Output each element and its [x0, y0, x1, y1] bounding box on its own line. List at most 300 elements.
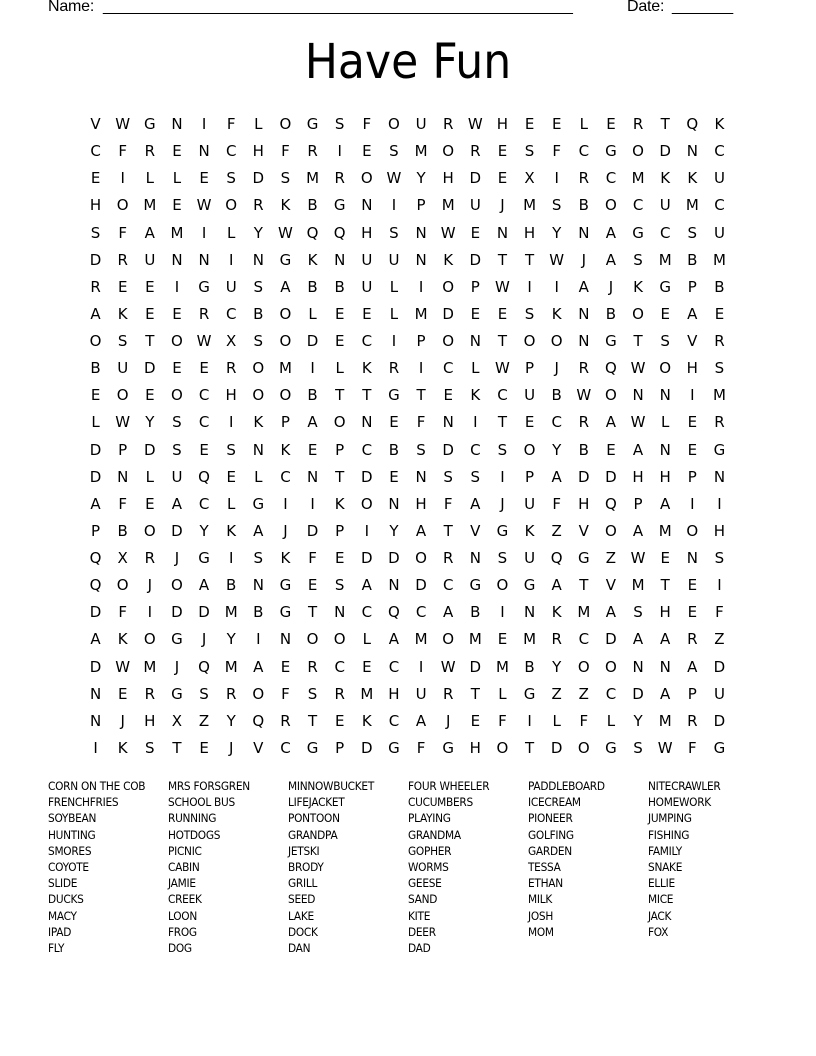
grid-letter[interactable]: J: [445, 711, 451, 730]
grid-letter[interactable]: I: [391, 332, 397, 350]
grid-letter[interactable]: A: [632, 521, 644, 540]
grid-letter[interactable]: P: [633, 494, 643, 513]
grid-letter[interactable]: Z: [578, 684, 589, 703]
grid-letter[interactable]: T: [362, 386, 372, 405]
grid-letter[interactable]: M: [414, 304, 428, 323]
grid-letter[interactable]: T: [307, 603, 318, 622]
grid-letter[interactable]: P: [118, 440, 128, 459]
grid-letter[interactable]: I: [228, 250, 234, 269]
grid-letter[interactable]: G: [605, 332, 617, 350]
grid-letter[interactable]: G: [523, 684, 536, 703]
grid-letter[interactable]: L: [606, 711, 616, 730]
grid-letter[interactable]: S: [389, 142, 399, 161]
grid-letter[interactable]: E: [90, 386, 101, 405]
grid-letter[interactable]: E: [443, 386, 453, 405]
grid-letter[interactable]: A: [660, 494, 671, 513]
grid-letter[interactable]: N: [469, 549, 481, 567]
grid-letter[interactable]: D: [89, 657, 102, 676]
grid-letter[interactable]: R: [578, 413, 590, 432]
grid-letter[interactable]: C: [361, 603, 373, 622]
grid-letter[interactable]: L: [552, 711, 561, 730]
grid-letter[interactable]: N: [279, 630, 292, 649]
grid-letter[interactable]: M: [441, 196, 455, 215]
grid-letter[interactable]: T: [579, 576, 589, 595]
grid-letter[interactable]: B: [307, 386, 318, 405]
grid-letter[interactable]: D: [632, 684, 644, 703]
grid-letter[interactable]: T: [335, 467, 345, 486]
grid-letter[interactable]: G: [279, 250, 292, 269]
grid-letter[interactable]: U: [361, 250, 373, 269]
grid-letter[interactable]: N: [334, 250, 346, 269]
grid-letter[interactable]: P: [335, 440, 345, 459]
grid-letter[interactable]: O: [605, 386, 617, 405]
grid-letter[interactable]: E: [145, 494, 155, 513]
grid-letter[interactable]: H: [361, 223, 373, 242]
grid-letter[interactable]: V: [90, 115, 101, 133]
grid-letter[interactable]: G: [442, 738, 454, 757]
grid-letter[interactable]: O: [279, 115, 292, 133]
grid-letter[interactable]: N: [117, 467, 129, 486]
grid-letter[interactable]: R: [90, 277, 101, 296]
grid-letter[interactable]: I: [201, 115, 207, 133]
grid-letter[interactable]: M: [523, 630, 537, 649]
grid-letter[interactable]: P: [335, 521, 345, 540]
grid-letter[interactable]: F: [118, 142, 127, 161]
grid-letter[interactable]: Q: [89, 576, 102, 595]
grid-letter[interactable]: B: [388, 440, 400, 459]
grid-letter[interactable]: I: [93, 738, 98, 757]
grid-letter[interactable]: F: [308, 549, 317, 567]
grid-letter[interactable]: V: [470, 521, 481, 540]
grid-letter[interactable]: N: [89, 684, 102, 703]
grid-letter[interactable]: A: [253, 521, 264, 540]
grid-letter[interactable]: N: [252, 440, 264, 459]
grid-letter[interactable]: Y: [253, 223, 263, 242]
grid-letter[interactable]: I: [527, 711, 532, 730]
grid-letter[interactable]: E: [362, 657, 372, 676]
grid-letter[interactable]: P: [416, 332, 426, 350]
grid-letter[interactable]: T: [443, 521, 453, 540]
grid-letter[interactable]: K: [443, 250, 454, 269]
grid-letter[interactable]: R: [144, 549, 156, 567]
grid-letter[interactable]: Y: [389, 521, 399, 540]
grid-letter[interactable]: A: [605, 603, 617, 622]
grid-letter[interactable]: I: [418, 359, 424, 378]
grid-letter[interactable]: U: [713, 169, 725, 188]
grid-letter[interactable]: K: [361, 711, 372, 730]
grid-letter[interactable]: E: [172, 196, 182, 215]
grid-letter[interactable]: O: [333, 630, 346, 649]
grid-letter[interactable]: M: [468, 630, 482, 649]
grid-letter[interactable]: M: [712, 386, 726, 405]
grid-letter[interactable]: M: [577, 603, 591, 622]
grid-letter[interactable]: D: [415, 576, 427, 595]
grid-letter[interactable]: T: [416, 386, 426, 405]
grid-letter[interactable]: O: [550, 332, 563, 350]
grid-letter[interactable]: E: [199, 359, 209, 378]
grid-letter[interactable]: U: [144, 250, 156, 269]
grid-letter[interactable]: T: [145, 332, 155, 350]
grid-letter[interactable]: G: [306, 115, 319, 133]
grid-letter[interactable]: T: [497, 332, 508, 350]
grid-letter[interactable]: O: [360, 494, 373, 513]
grid-letter[interactable]: Q: [89, 549, 102, 567]
grid-letter[interactable]: W: [386, 169, 402, 188]
grid-letter[interactable]: M: [224, 603, 238, 622]
grid-letter[interactable]: S: [660, 332, 670, 350]
grid-letter[interactable]: O: [605, 521, 617, 540]
grid-letter[interactable]: G: [171, 630, 183, 649]
grid-letter[interactable]: C: [90, 142, 101, 161]
grid-letter[interactable]: K: [226, 521, 237, 540]
grid-letter[interactable]: H: [469, 738, 481, 757]
grid-letter[interactable]: K: [117, 738, 128, 757]
grid-letter[interactable]: S: [226, 440, 236, 459]
grid-letter[interactable]: D: [388, 549, 400, 567]
grid-letter[interactable]: M: [170, 223, 184, 242]
grid-letter[interactable]: D: [171, 521, 183, 540]
grid-letter[interactable]: F: [281, 684, 290, 703]
grid-letter[interactable]: L: [227, 223, 236, 242]
grid-letter[interactable]: K: [551, 304, 562, 323]
grid-letter[interactable]: D: [550, 738, 563, 757]
grid-letter[interactable]: U: [524, 494, 536, 513]
grid-letter[interactable]: E: [497, 304, 508, 323]
grid-letter[interactable]: C: [415, 603, 427, 622]
grid-letter[interactable]: Z: [605, 549, 617, 567]
grid-letter[interactable]: D: [252, 169, 265, 188]
grid-letter[interactable]: C: [442, 576, 454, 595]
grid-letter[interactable]: U: [524, 549, 536, 567]
grid-letter[interactable]: K: [334, 494, 345, 513]
grid-letter[interactable]: L: [389, 304, 399, 323]
grid-letter[interactable]: W: [495, 277, 510, 296]
grid-letter[interactable]: F: [443, 494, 453, 513]
grid-letter[interactable]: B: [90, 359, 101, 378]
grid-letter[interactable]: C: [361, 440, 373, 459]
grid-letter[interactable]: S: [253, 549, 264, 567]
grid-letter[interactable]: H: [225, 386, 237, 405]
grid-letter[interactable]: O: [442, 277, 455, 296]
grid-letter[interactable]: G: [659, 277, 671, 296]
grid-letter[interactable]: D: [578, 467, 590, 486]
grid-letter[interactable]: Z: [198, 711, 210, 730]
grid-letter[interactable]: N: [388, 494, 400, 513]
grid-letter[interactable]: L: [471, 359, 480, 378]
grid-letter[interactable]: A: [632, 630, 644, 649]
grid-letter[interactable]: O: [523, 332, 536, 350]
grid-letter[interactable]: O: [605, 657, 617, 676]
grid-letter[interactable]: D: [89, 603, 102, 622]
grid-letter[interactable]: N: [171, 115, 183, 133]
grid-letter[interactable]: A: [90, 304, 101, 323]
grid-letter[interactable]: E: [117, 684, 128, 703]
grid-letter[interactable]: E: [389, 467, 399, 486]
grid-letter[interactable]: W: [549, 250, 565, 269]
grid-letter[interactable]: T: [307, 711, 318, 730]
grid-letter[interactable]: D: [713, 657, 726, 676]
grid-letter[interactable]: Y: [226, 711, 236, 730]
grid-letter[interactable]: N: [415, 467, 427, 486]
grid-letter[interactable]: Q: [306, 223, 319, 242]
grid-letter[interactable]: S: [497, 440, 508, 459]
grid-letter[interactable]: E: [226, 467, 236, 486]
grid-letter[interactable]: M: [658, 250, 672, 269]
grid-letter[interactable]: C: [280, 467, 291, 486]
grid-letter[interactable]: R: [578, 169, 590, 188]
grid-letter[interactable]: U: [659, 196, 671, 215]
grid-letter[interactable]: Y: [416, 169, 426, 188]
grid-letter[interactable]: G: [605, 738, 617, 757]
grid-letter[interactable]: I: [310, 494, 315, 513]
grid-letter[interactable]: D: [713, 711, 726, 730]
grid-letter[interactable]: H: [523, 223, 536, 242]
grid-letter[interactable]: U: [713, 684, 725, 703]
grid-letter[interactable]: K: [687, 169, 698, 188]
grid-letter[interactable]: D: [469, 169, 482, 188]
grid-letter[interactable]: E: [687, 440, 698, 459]
grid-letter[interactable]: L: [145, 467, 154, 486]
grid-letter[interactable]: C: [551, 413, 562, 432]
grid-letter[interactable]: E: [117, 277, 128, 296]
grid-letter[interactable]: L: [308, 304, 317, 323]
grid-letter[interactable]: E: [172, 142, 182, 161]
grid-letter[interactable]: F: [118, 494, 127, 513]
grid-letter[interactable]: D: [171, 603, 183, 622]
grid-letter[interactable]: S: [90, 223, 101, 242]
grid-letter[interactable]: R: [470, 142, 481, 161]
grid-letter[interactable]: J: [147, 576, 153, 595]
grid-letter[interactable]: C: [497, 386, 508, 405]
grid-letter[interactable]: F: [362, 115, 372, 133]
grid-letter[interactable]: I: [228, 413, 234, 432]
grid-letter[interactable]: F: [579, 711, 589, 730]
grid-letter[interactable]: P: [687, 277, 697, 296]
grid-letter[interactable]: Q: [605, 359, 617, 378]
grid-letter[interactable]: B: [578, 440, 589, 459]
grid-letter[interactable]: M: [523, 196, 537, 215]
grid-letter[interactable]: W: [440, 657, 456, 676]
grid-letter[interactable]: N: [496, 223, 509, 242]
grid-letter[interactable]: M: [360, 684, 374, 703]
grid-letter[interactable]: C: [578, 630, 590, 649]
grid-letter[interactable]: E: [606, 115, 616, 133]
grid-letter[interactable]: C: [632, 196, 644, 215]
grid-letter[interactable]: P: [470, 277, 480, 296]
grid-letter[interactable]: A: [551, 576, 562, 595]
grid-letter[interactable]: E: [470, 223, 481, 242]
grid-letter[interactable]: J: [120, 711, 125, 730]
grid-letter[interactable]: I: [391, 196, 397, 215]
grid-letter[interactable]: G: [578, 549, 590, 567]
grid-letter[interactable]: U: [388, 250, 400, 269]
grid-letter[interactable]: D: [198, 603, 210, 622]
grid-letter[interactable]: L: [254, 115, 263, 133]
grid-letter[interactable]: M: [495, 657, 509, 676]
grid-letter[interactable]: D: [306, 521, 319, 540]
grid-letter[interactable]: R: [253, 196, 264, 215]
grid-letter[interactable]: P: [687, 684, 697, 703]
grid-letter[interactable]: D: [89, 467, 102, 486]
grid-letter[interactable]: L: [579, 115, 588, 133]
grid-letter[interactable]: Y: [145, 413, 155, 432]
grid-letter[interactable]: I: [364, 521, 370, 540]
grid-letter[interactable]: D: [659, 142, 671, 161]
grid-letter[interactable]: W: [196, 196, 212, 215]
grid-letter[interactable]: E: [687, 576, 698, 595]
grid-letter[interactable]: Y: [552, 223, 562, 242]
grid-letter[interactable]: L: [145, 169, 154, 188]
grid-letter[interactable]: O: [171, 332, 183, 350]
grid-letter[interactable]: H: [686, 359, 698, 378]
grid-letter[interactable]: H: [388, 684, 400, 703]
grid-letter[interactable]: B: [307, 196, 318, 215]
grid-letter[interactable]: L: [362, 630, 371, 649]
grid-letter[interactable]: O: [442, 630, 455, 649]
grid-letter[interactable]: M: [631, 169, 645, 188]
grid-letter[interactable]: A: [280, 277, 291, 296]
grid-letter[interactable]: N: [198, 142, 210, 161]
grid-letter[interactable]: S: [307, 684, 318, 703]
grid-letter[interactable]: E: [362, 142, 372, 161]
grid-letter[interactable]: L: [335, 359, 344, 378]
grid-letter[interactable]: C: [225, 142, 237, 161]
grid-letter[interactable]: S: [253, 332, 264, 350]
grid-letter[interactable]: E: [199, 169, 209, 188]
grid-letter[interactable]: H: [415, 494, 427, 513]
grid-letter[interactable]: R: [144, 684, 156, 703]
grid-letter[interactable]: I: [201, 223, 207, 242]
grid-letter[interactable]: H: [659, 467, 671, 486]
grid-letter[interactable]: B: [226, 576, 237, 595]
grid-letter[interactable]: E: [497, 630, 508, 649]
grid-letter[interactable]: O: [116, 576, 129, 595]
grid-letter[interactable]: E: [524, 413, 535, 432]
grid-letter[interactable]: I: [554, 277, 559, 296]
grid-letter[interactable]: M: [712, 250, 726, 269]
grid-letter[interactable]: I: [256, 630, 261, 649]
grid-letter[interactable]: W: [657, 738, 673, 757]
grid-letter[interactable]: V: [578, 521, 589, 540]
grid-letter[interactable]: K: [633, 277, 643, 296]
grid-letter[interactable]: U: [415, 684, 427, 703]
grid-letter[interactable]: G: [496, 521, 509, 540]
grid-letter[interactable]: I: [527, 277, 532, 296]
grid-letter[interactable]: N: [415, 250, 427, 269]
grid-letter[interactable]: H: [252, 142, 264, 161]
grid-letter[interactable]: J: [500, 196, 505, 215]
grid-letter[interactable]: O: [89, 332, 102, 350]
grid-letter[interactable]: W: [115, 115, 131, 133]
grid-letter[interactable]: B: [470, 603, 481, 622]
grid-letter[interactable]: U: [117, 359, 129, 378]
grid-letter[interactable]: I: [418, 277, 424, 296]
grid-letter[interactable]: E: [470, 304, 481, 323]
grid-letter[interactable]: J: [174, 657, 180, 676]
grid-letter[interactable]: J: [554, 359, 559, 378]
grid-letter[interactable]: A: [551, 467, 562, 486]
grid-letter[interactable]: E: [497, 169, 508, 188]
grid-letter[interactable]: E: [145, 304, 155, 323]
grid-letter[interactable]: L: [498, 684, 507, 703]
grid-letter[interactable]: A: [687, 304, 698, 323]
grid-letter[interactable]: R: [198, 304, 210, 323]
grid-letter[interactable]: Q: [198, 657, 210, 676]
grid-letter[interactable]: F: [416, 413, 426, 432]
grid-letter[interactable]: Q: [198, 467, 210, 486]
grid-letter[interactable]: W: [440, 223, 456, 242]
grid-letter[interactable]: I: [283, 494, 288, 513]
grid-letter[interactable]: O: [659, 359, 672, 378]
grid-letter[interactable]: G: [306, 738, 319, 757]
grid-letter[interactable]: F: [118, 223, 127, 242]
grid-letter[interactable]: F: [552, 494, 561, 513]
grid-letter[interactable]: G: [279, 603, 292, 622]
grid-letter[interactable]: O: [143, 521, 156, 540]
grid-letter[interactable]: O: [143, 630, 156, 649]
grid-letter[interactable]: F: [498, 711, 507, 730]
grid-letter[interactable]: O: [252, 359, 265, 378]
grid-letter[interactable]: O: [306, 630, 319, 649]
grid-letter[interactable]: I: [120, 169, 125, 188]
grid-letter[interactable]: I: [717, 494, 722, 513]
grid-letter[interactable]: N: [659, 386, 671, 405]
grid-letter[interactable]: N: [388, 576, 400, 595]
grid-letter[interactable]: B: [253, 603, 264, 622]
grid-letter[interactable]: N: [442, 413, 454, 432]
grid-letter[interactable]: N: [523, 603, 536, 622]
grid-letter[interactable]: C: [198, 494, 210, 513]
grid-letter[interactable]: X: [171, 711, 183, 730]
grid-letter[interactable]: K: [280, 549, 291, 567]
grid-letter[interactable]: H: [632, 467, 644, 486]
grid-letter[interactable]: F: [416, 738, 426, 757]
grid-letter[interactable]: N: [578, 304, 590, 323]
grid-letter[interactable]: W: [495, 359, 510, 378]
grid-letter[interactable]: R: [225, 684, 237, 703]
grid-letter[interactable]: N: [659, 657, 671, 676]
grid-letter[interactable]: J: [608, 277, 614, 296]
grid-letter[interactable]: S: [497, 549, 508, 567]
grid-letter[interactable]: C: [225, 304, 237, 323]
grid-letter[interactable]: E: [334, 711, 345, 730]
grid-letter[interactable]: S: [145, 738, 155, 757]
grid-letter[interactable]: B: [605, 304, 617, 323]
grid-letter[interactable]: H: [659, 603, 671, 622]
grid-letter[interactable]: A: [415, 521, 427, 540]
grid-letter[interactable]: F: [226, 115, 236, 133]
grid-letter[interactable]: I: [174, 277, 180, 296]
grid-letter[interactable]: M: [306, 169, 320, 188]
grid-letter[interactable]: K: [714, 115, 725, 133]
grid-letter[interactable]: D: [89, 440, 102, 459]
grid-letter[interactable]: R: [334, 684, 345, 703]
grid-letter[interactable]: O: [415, 549, 427, 567]
grid-letter[interactable]: G: [632, 223, 644, 242]
grid-letter[interactable]: O: [279, 332, 292, 350]
grid-letter[interactable]: E: [199, 738, 209, 757]
grid-letter[interactable]: C: [334, 657, 345, 676]
grid-letter[interactable]: E: [606, 440, 616, 459]
grid-letter[interactable]: N: [361, 196, 373, 215]
grid-letter[interactable]: N: [578, 223, 590, 242]
grid-letter[interactable]: A: [388, 630, 400, 649]
grid-letter[interactable]: H: [144, 711, 156, 730]
grid-letter[interactable]: E: [145, 277, 155, 296]
grid-letter[interactable]: S: [687, 223, 698, 242]
grid-letter[interactable]: N: [334, 603, 346, 622]
grid-letter[interactable]: M: [631, 576, 645, 595]
